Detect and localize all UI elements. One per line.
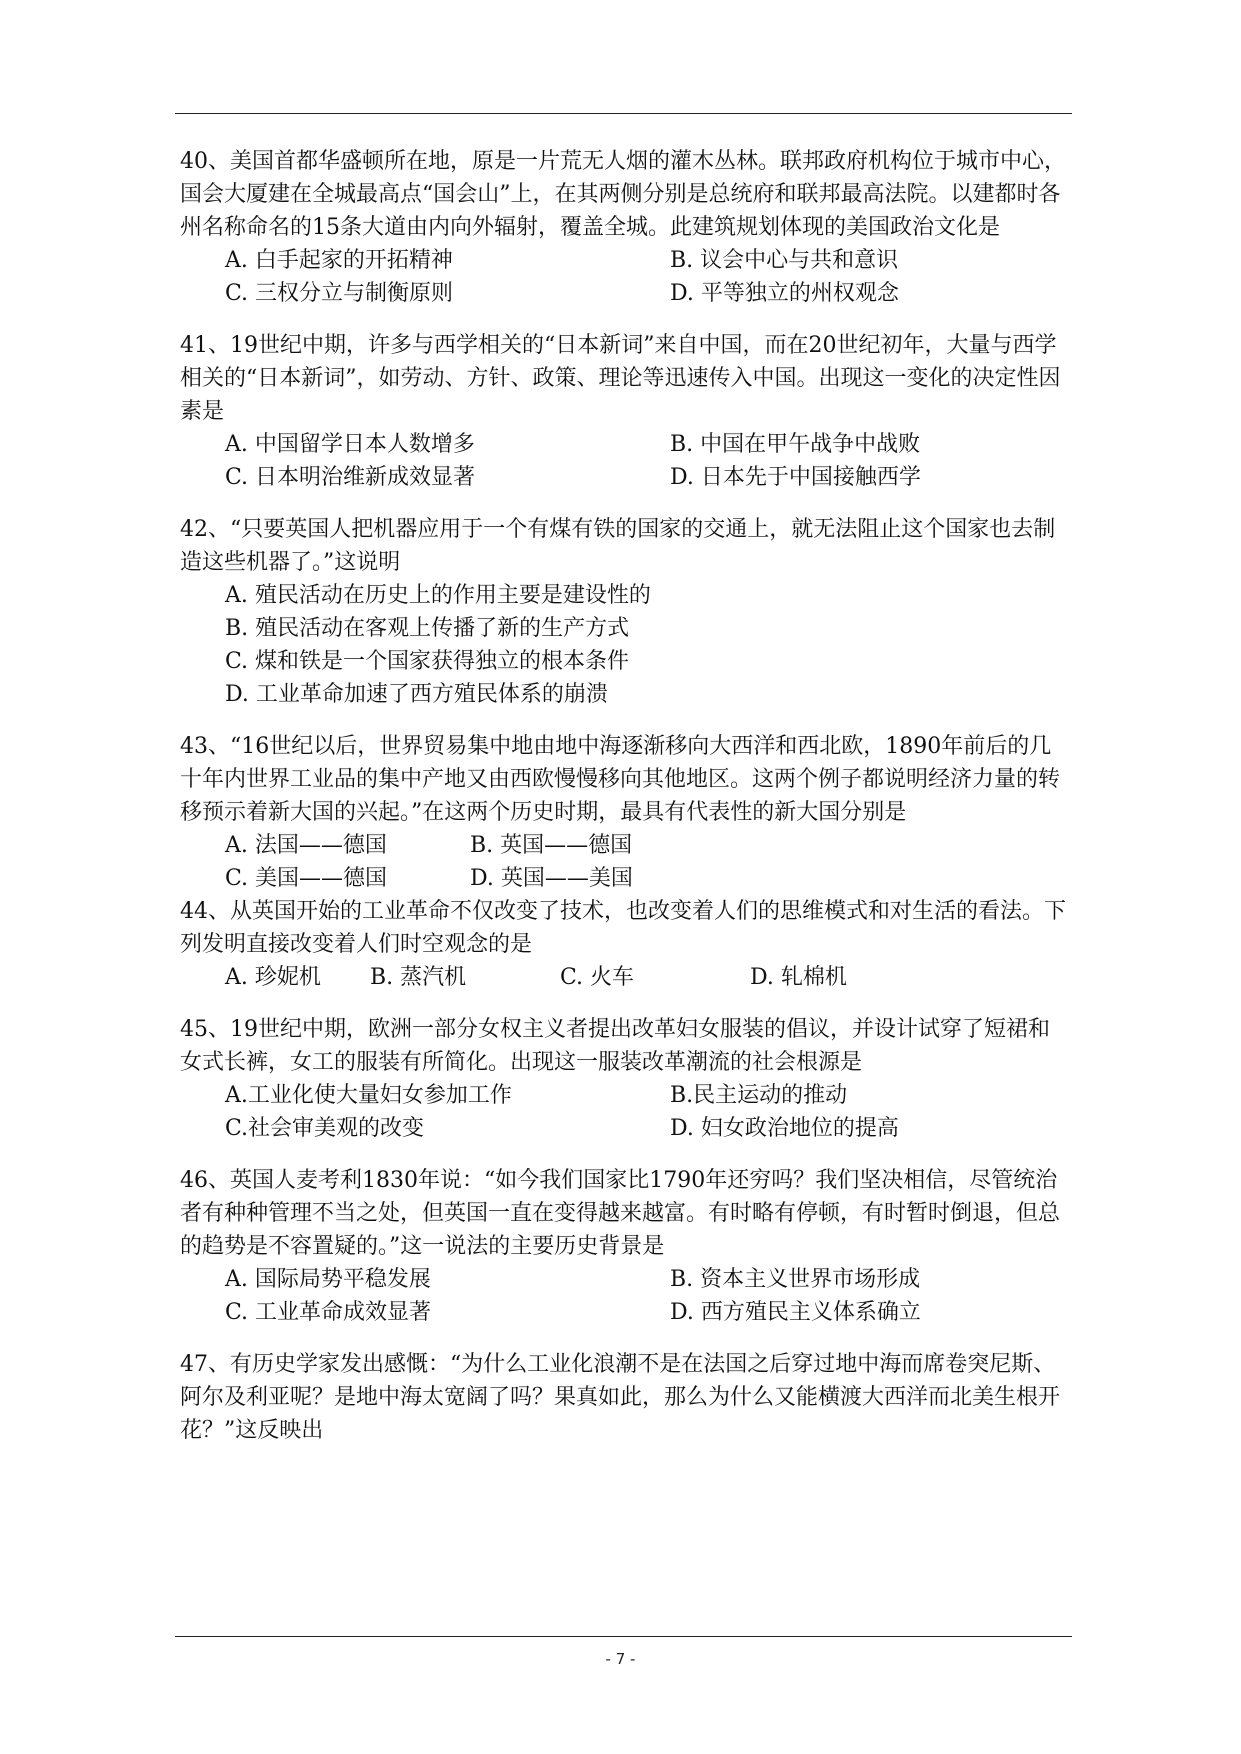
exam-page-content [180, 145, 1070, 1466]
header-rule [175, 113, 1072, 114]
option-c: C. 三权分立与制衡原则 [225, 281, 454, 306]
option-b: B.民主运动的推动 [670, 1083, 848, 1108]
question-stem: 45、19世纪中期，欧洲一部分女权主义者提出改革妇女服装的倡议，并设计试穿了短裙和女式长裤，女工的服装有所简化。出现这一服装改革潮流的社会根源是 [180, 1017, 1050, 1075]
option-d: D. 妇女政治地位的提高 [670, 1116, 899, 1141]
option-d: D. 英国——美国 [470, 866, 633, 891]
question-stem: 43、“16世纪以后，世界贸易集中地由地中海逐渐移向大西洋和西北欧，1890年前后的几十年内世界工业品的集中产地又由西欧慢慢移向其他地区。这两个例子都说明经济力量的转移预示着新大国的兴起。”在这两个历史时期，最具有代表性的新大国分别是 [180, 734, 1061, 825]
question-46 [180, 1164, 1070, 1329]
option-c: C. 日本明治维新成效显著 [225, 465, 476, 490]
question-stem: 42、“只要英国人把机器应用于一个有煤有铁的国家的交通上，就无法阻止这个国家也去制造这些机器了。”这说明 [180, 517, 1056, 575]
option-a: A. 国际局势平稳发展 [225, 1267, 431, 1292]
option-a: A. 殖民活动在历史上的作用主要是建设性的 [225, 583, 651, 608]
option-c: C.社会审美观的改变 [225, 1116, 425, 1141]
option-c: C. 美国——德国 [225, 866, 388, 891]
question-45 [180, 1013, 1070, 1145]
option-b: B. 中国在甲午战争中战败 [670, 432, 921, 457]
question-47 [180, 1348, 1070, 1447]
option-c: C. 火车 [560, 965, 635, 990]
option-d: D. 日本先于中国接触西学 [670, 465, 921, 490]
option-d: D. 轧棉机 [750, 965, 847, 990]
option-b: B. 英国——德国 [470, 833, 633, 858]
option-a: A. 中国留学日本人数增多 [225, 432, 475, 457]
question-40 [180, 145, 1070, 310]
option-b: B. 资本主义世界市场形成 [670, 1267, 921, 1292]
question-43 [180, 730, 1070, 895]
option-c: C. 工业革命成效显著 [225, 1300, 432, 1325]
question-stem: 41、19世纪中期，许多与西学相关的“日本新词”来自中国，而在20世纪初年，大量与西学相关的“日本新词”，如劳动、方针、政策、理论等迅速传入中国。出现这一变化的决定性因素是 [180, 333, 1061, 424]
question-stem: 44、从英国开始的工业革命不仅改变了技术，也改变着人们的思维模式和对生活的看法。下列发明直接改变着人们时空观念的是 [180, 899, 1066, 957]
option-a: A. 珍妮机 [225, 965, 321, 990]
option-d: D. 工业革命加速了西方殖民体系的崩溃 [225, 682, 608, 707]
option-b: B. 议会中心与共和意识 [670, 248, 899, 273]
question-41 [180, 329, 1070, 494]
option-b: B. 蒸汽机 [370, 965, 467, 990]
footer-rule [175, 1636, 1072, 1637]
option-b: B. 殖民活动在客观上传播了新的生产方式 [225, 616, 630, 641]
question-42 [180, 513, 1070, 711]
option-d: D. 平等独立的州权观念 [670, 281, 899, 306]
option-a: A. 法国——德国 [225, 833, 387, 858]
option-a: A. 白手起家的开拓精神 [225, 248, 453, 273]
option-c: C. 煤和铁是一个国家获得独立的根本条件 [225, 649, 630, 674]
question-44 [180, 895, 1070, 994]
question-stem: 40、美国首都华盛顿所在地，原是一片荒无人烟的灌木丛林。联邦政府机构位于城市中心，国会大厦建在全城最高点“国会山”上，在其两侧分别是总统府和联邦最高法院。以建都时各州名称命名的15条大道由内向外辐射，覆盖全城。此建筑规划体现的美国政治文化是 [180, 149, 1066, 240]
question-stem: 47、有历史学家发出感慨：“为什么工业化浪潮不是在法国之后穿过地中海而席卷突尼斯、阿尔及利亚呢？是地中海太宽阔了吗？果真如此，那么为什么又能横渡大西洋而北美生根开花？”这反映出 [180, 1352, 1061, 1443]
question-stem: 46、英国人麦考利1830年说：“如今我们国家比1790年还穷吗？我们坚决相信，尽管统治者有种种管理不当之处，但英国一直在变得越来越富。有时略有停顿，有时暂时倒退，但总的趋势是不容置疑的。”这一说法的主要历史背景是 [180, 1168, 1061, 1259]
page-number: - 7 - [605, 1650, 636, 1668]
option-d: D. 西方殖民主义体系确立 [670, 1300, 921, 1325]
option-a: A.工业化使大量妇女参加工作 [225, 1083, 512, 1108]
